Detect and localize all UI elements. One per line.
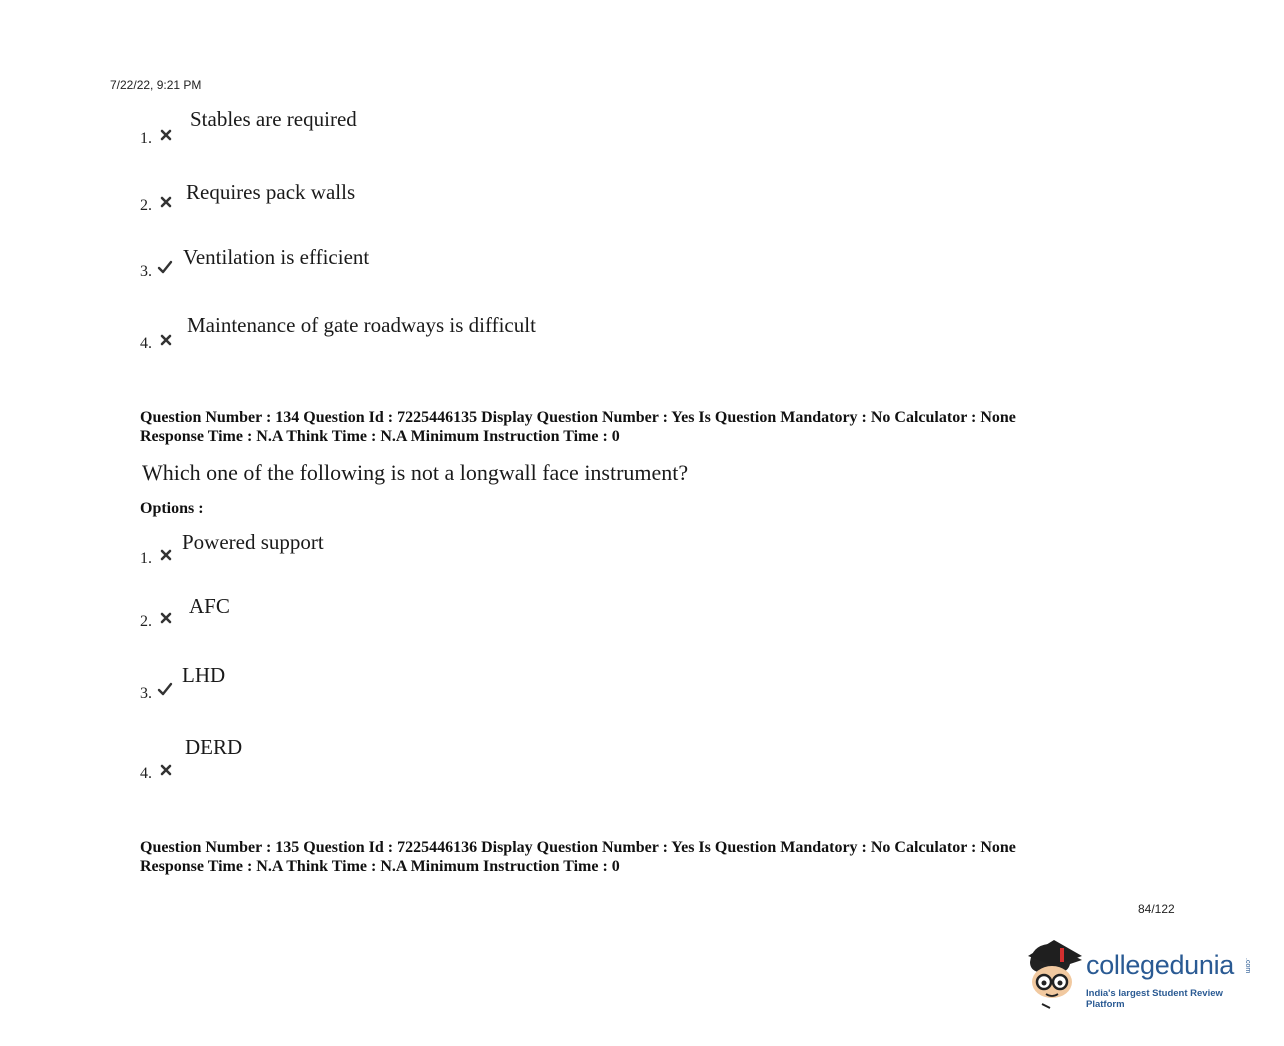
meta-line-2: Response Time : N.A Think Time : N.A Minimum Instruction Time : 0 (140, 858, 620, 875)
cross-icon (158, 194, 174, 210)
cross-icon (158, 610, 174, 626)
option-text: AFC (189, 594, 230, 618)
option-number: 1. (140, 550, 152, 567)
page-number: 84/122 (1138, 902, 1175, 916)
question-135-meta (140, 838, 1016, 876)
option-text: Maintenance of gate roadways is difficult (187, 313, 536, 337)
cross-icon (158, 547, 174, 563)
option-number: 4. (140, 765, 152, 782)
question-134-meta (140, 408, 1016, 446)
meta-line-2: Response Time : N.A Think Time : N.A Minimum Instruction Time : 0 (140, 428, 620, 445)
question-134-text: Which one of the following is not a longwall face instrument? (142, 460, 689, 485)
option-text: Stables are required (190, 107, 357, 131)
option-number: 3. (140, 685, 152, 702)
options-label: Options : (140, 500, 204, 517)
option-text: Requires pack walls (186, 180, 356, 204)
cross-icon (158, 762, 174, 778)
option-text: DERD (185, 735, 243, 759)
option-number: 3. (140, 263, 152, 280)
meta-line-1: Question Number : 135 Question Id : 7225446136 Display Question Number : Yes Is Question Mandatory : No Calculator : None (140, 839, 1016, 856)
cross-icon (158, 127, 174, 143)
option-number: 2. (140, 197, 152, 214)
mascot-icon (1024, 938, 1084, 1010)
print-timestamp: 7/22/22, 9:21 PM (110, 78, 202, 92)
logo-tagline: India's largest Student Review Platform (1086, 988, 1223, 1010)
logo-wordmark: collegedunia (1086, 950, 1235, 980)
check-icon (157, 259, 173, 275)
cross-icon (158, 332, 174, 348)
logo-suffix: .com (1244, 958, 1251, 974)
option-number: 1. (140, 130, 152, 147)
option-number: 4. (140, 335, 152, 352)
option-text: Powered support (182, 530, 324, 554)
meta-line-1: Question Number : 134 Question Id : 7225446135 Display Question Number : Yes Is Question Mandatory : No Calculator : None (140, 409, 1016, 426)
check-icon (157, 681, 173, 697)
option-text: LHD (182, 663, 226, 687)
option-number: 2. (140, 613, 152, 630)
collegedunia-logo[interactable] (1024, 938, 1264, 1010)
option-text: Ventilation is efficient (183, 245, 370, 269)
